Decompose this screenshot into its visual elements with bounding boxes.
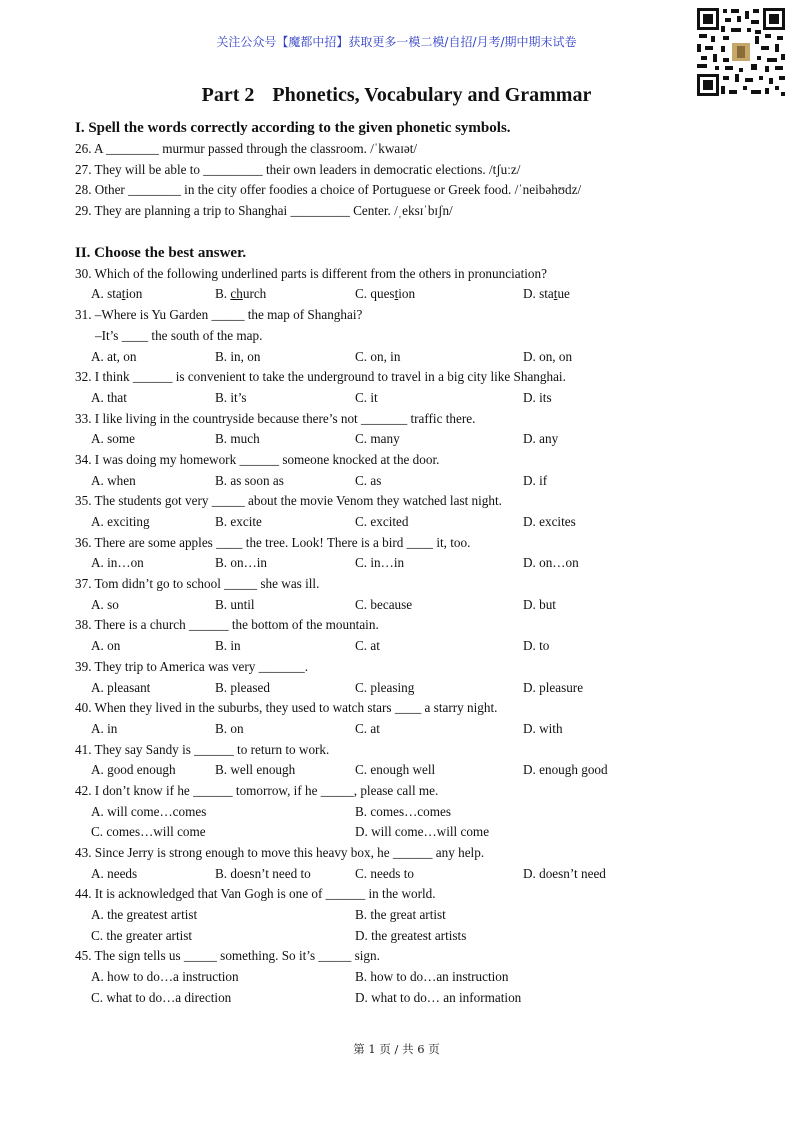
question-45-options-row-2	[75, 988, 775, 1009]
option-a: A. the greatest artist	[91, 907, 198, 923]
option-d: D. the greatest artists	[355, 927, 467, 943]
option-d: D. on, on	[523, 348, 573, 364]
option-d: D. to	[523, 638, 550, 654]
question-39-options	[75, 678, 775, 699]
part-name: Phonetics, Vocabulary and Grammar	[272, 84, 592, 106]
option-c: C. comes…will come	[91, 824, 206, 840]
question-32-options	[75, 388, 775, 409]
option-c: C. it	[355, 389, 378, 405]
option-a: A. some	[91, 431, 135, 447]
option-d: D. on…on	[523, 555, 579, 571]
option-a: A. how to do…a instruction	[91, 969, 239, 985]
question-45: 45. The sign tells us _____ something. So it’s _____ sign.	[75, 948, 380, 964]
option-c: C. what to do…a direction	[91, 989, 232, 1005]
option-d: D. what to do… an information	[355, 989, 522, 1005]
question-41-options	[75, 760, 775, 781]
option-d: D. with	[523, 720, 563, 736]
option-b: B. excite	[215, 514, 262, 529]
option-b: B. pleased	[215, 679, 270, 695]
question-37-options	[75, 595, 775, 616]
question-29: 29. They are planning a trip to Shanghai _________ Center. /ˌeksɪˈbɪʃn/	[75, 203, 453, 219]
question-40: 40. When they lived in the suburbs, they used to watch stars ____ a starry night.	[75, 700, 498, 716]
option-a: A. station	[91, 286, 143, 302]
option-c: C. at	[355, 720, 380, 736]
question-42: 42. I don’t know if he ______ tomorrow, if he _____, please call me.	[75, 782, 439, 798]
question-37: 37. Tom didn’t go to school _____ she was ill.	[75, 576, 320, 592]
option-a: A. when	[91, 472, 136, 488]
option-a: A. good enough	[91, 762, 176, 778]
option-d: D. enough good	[523, 762, 608, 778]
question-45-options-row-1	[75, 967, 775, 988]
question-31: 31. –Where is Yu Garden _____ the map of Shanghai?	[75, 307, 363, 323]
option-c: C. on, in	[355, 348, 401, 364]
option-c: C. enough well	[355, 762, 436, 778]
option-d: D. any	[523, 431, 559, 447]
question-33: 33. I like living in the countryside because there’s not _______ traffic there.	[75, 410, 476, 426]
option-c: C. as	[355, 472, 382, 488]
question-43-options	[75, 864, 775, 885]
option-a: A. in…on	[91, 555, 144, 571]
option-c: C. the greater artist	[91, 927, 193, 943]
question-44: 44. It is acknowledged that Van Gogh is one of ______ in the world.	[75, 886, 436, 902]
option-c: C. at	[355, 638, 380, 654]
option-b: B. on…in	[215, 555, 268, 571]
question-30-options	[75, 284, 775, 305]
option-a: A. pleasant	[91, 679, 151, 695]
option-d: D. pleasure	[523, 679, 584, 695]
option-b: B. as soon as	[215, 472, 284, 488]
question-36: 36. There are some apples ____ the tree. Look! There is a bird ____ it, too.	[75, 534, 471, 550]
question-42-options-row-2	[75, 822, 775, 843]
option-b: B. it’s	[215, 389, 247, 405]
option-a: A. exciting	[91, 514, 150, 529]
question-44-options-row-1	[75, 905, 775, 926]
option-a: A. so	[91, 596, 119, 612]
option-b: B. church	[215, 286, 267, 302]
option-d: D. doesn’t need	[523, 865, 606, 881]
option-c: C. pleasing	[355, 679, 415, 695]
option-a: A. that	[91, 389, 127, 405]
section-2-heading: II. Choose the best answer.	[75, 244, 247, 261]
question-33-options	[75, 429, 775, 450]
option-d: D. if	[523, 472, 548, 488]
option-b: B. doesn’t need to	[215, 865, 311, 881]
option-b: B. the great artist	[355, 907, 446, 923]
option-c: C. question	[355, 286, 416, 302]
option-b: B. in	[215, 638, 241, 654]
question-42-options-row-1	[75, 802, 775, 823]
question-44-options-row-2	[75, 926, 775, 947]
option-d: D. but	[523, 596, 556, 612]
promo-banner: 关注公众号【魔都中招】获取更多一模二模/自招/月考/期中期末试卷	[216, 35, 577, 49]
option-a: A. needs	[91, 865, 138, 881]
question-32: 32. I think ______ is convenient to take the underground to travel in a big city like Shanghai.	[75, 369, 566, 385]
question-38: 38. There is a church ______ the bottom of the mountain.	[75, 617, 379, 633]
option-d: D. excites	[523, 514, 576, 529]
section-1-heading: I. Spell the words correctly according to the given phonetic symbols.	[75, 120, 511, 136]
question-41: 41. They say Sandy is ______ to return to work.	[75, 741, 330, 757]
question-28: 28. Other ________ in the city offer foodies a choice of Portuguese or Greek food. /ˈneibəhʊdz/	[75, 182, 582, 198]
option-a: A. will come…comes	[91, 803, 207, 819]
question-40-options	[75, 719, 775, 740]
option-d: D. its	[523, 389, 552, 405]
option-b: B. in, on	[215, 348, 261, 364]
question-34-options	[75, 471, 775, 492]
option-c: C. needs to	[355, 865, 414, 881]
question-27: 27. They will be able to _________ their own leaders in democratic elections. /tʃuːz/	[75, 161, 521, 177]
question-38-options	[75, 636, 775, 657]
option-a: A. at, on	[91, 348, 137, 364]
option-c: C. in…in	[355, 555, 405, 571]
option-b: B. until	[215, 596, 255, 612]
option-a: A. on	[91, 638, 121, 654]
question-43: 43. Since Jerry is strong enough to move this heavy box, he ______ any help.	[75, 845, 485, 860]
part-number: Part 2	[201, 84, 255, 106]
question-36-options	[75, 553, 775, 574]
question-31-options	[75, 347, 775, 368]
question-39: 39. They trip to America was very _______.	[75, 658, 309, 674]
option-b: B. comes…comes	[355, 803, 451, 819]
option-b: B. how to do…an instruction	[355, 969, 509, 985]
option-b: B. well enough	[215, 762, 296, 778]
option-a: A. in	[91, 720, 118, 736]
question-35-options	[75, 512, 775, 533]
question-34: 34. I was doing my homework ______ someone knocked at the door.	[75, 451, 440, 467]
option-d: D. will come…will come	[355, 824, 490, 840]
question-35: 35. The students got very _____ about the movie Venom they watched last night.	[75, 493, 502, 509]
option-b: B. much	[215, 431, 260, 447]
question-31-reply: –It’s ____ the south of the map.	[95, 327, 263, 343]
page-number: 第 1 页 / 共 6 页	[353, 1042, 440, 1056]
question-26: 26. A ________ murmur passed through the classroom. /ˈkwaɪət/	[75, 141, 418, 156]
exam-content	[75, 118, 775, 1009]
question-30: 30. Which of the following underlined parts is different from the others in pronunciation?	[75, 265, 547, 281]
option-c: C. excited	[355, 514, 409, 529]
option-c: C. many	[355, 431, 400, 447]
option-c: C. because	[355, 596, 413, 612]
option-d: D. statue	[523, 286, 570, 302]
part-title	[0, 84, 793, 107]
option-b: B. on	[215, 720, 244, 736]
